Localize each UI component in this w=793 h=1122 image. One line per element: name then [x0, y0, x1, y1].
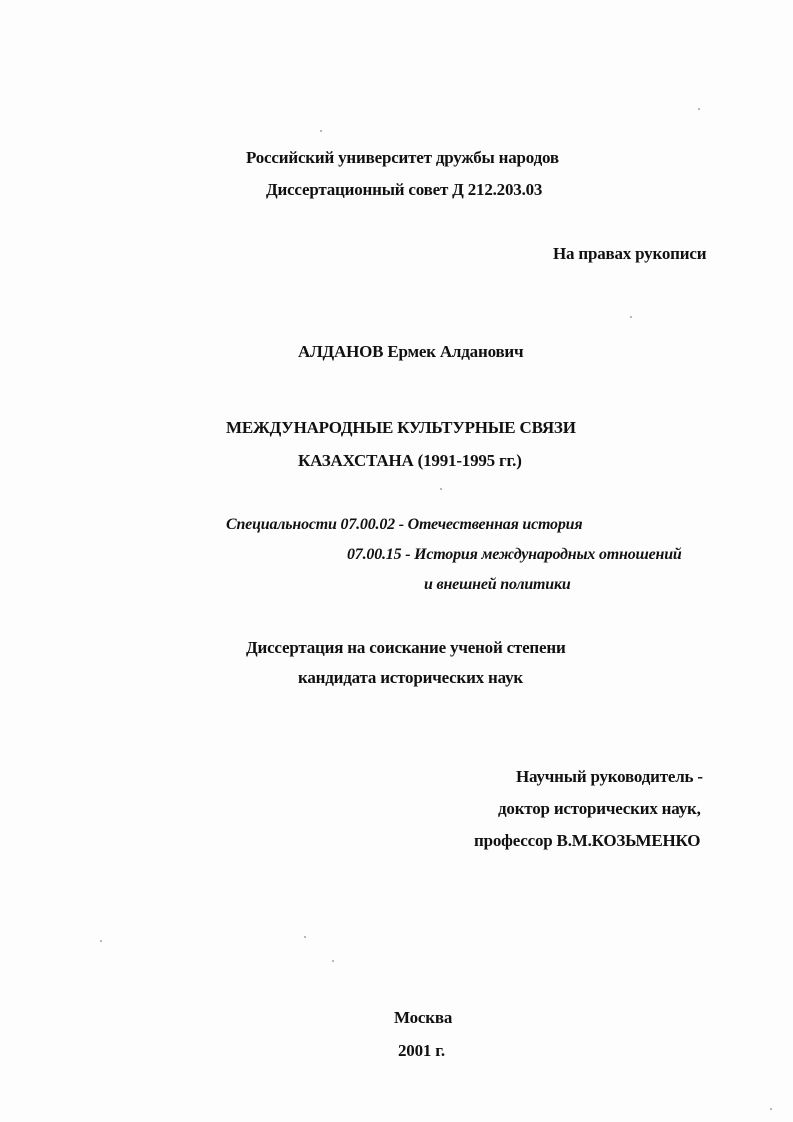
- scan-speck: [630, 316, 632, 318]
- scan-speck: [332, 960, 334, 962]
- degree-line-2: кандидата исторических наук: [298, 668, 523, 687]
- specialty-line-2: 07.00.15 - История международных отношений: [347, 546, 682, 563]
- specialty-line-3: и внешней политики: [424, 576, 571, 593]
- supervisor-line-3: профессор В.М.КОЗЬМЕНКО: [474, 831, 701, 850]
- specialty-line-1: Специальности 07.00.02 - Отечественная история: [226, 516, 583, 533]
- scan-speck: [304, 936, 306, 938]
- scan-speck: [100, 940, 102, 942]
- university-name: Российский университет дружбы народов: [246, 148, 559, 167]
- city: Москва: [394, 1008, 453, 1027]
- rights-note: На правах рукописи: [553, 244, 707, 263]
- dissertation-council: Диссертационный совет Д 212.203.03: [266, 180, 543, 199]
- year: 2001 г.: [398, 1041, 445, 1060]
- scan-speck: [770, 1108, 772, 1110]
- scan-speck: [320, 130, 322, 132]
- title-line-1: МЕЖДУНАРОДНЫЕ КУЛЬТУРНЫЕ СВЯЗИ: [226, 418, 576, 437]
- degree-line-1: Диссертация на соискание ученой степени: [246, 638, 566, 657]
- title-line-2: КАЗАХСТАНА (1991-1995 гг.): [298, 451, 522, 470]
- scan-speck: [440, 488, 442, 490]
- supervisor-line-2: доктор исторических наук,: [498, 799, 701, 818]
- supervisor-line-1: Научный руководитель -: [516, 767, 703, 786]
- author-name: АЛДАНОВ Ермек Алданович: [298, 342, 524, 361]
- scan-speck: [698, 108, 700, 110]
